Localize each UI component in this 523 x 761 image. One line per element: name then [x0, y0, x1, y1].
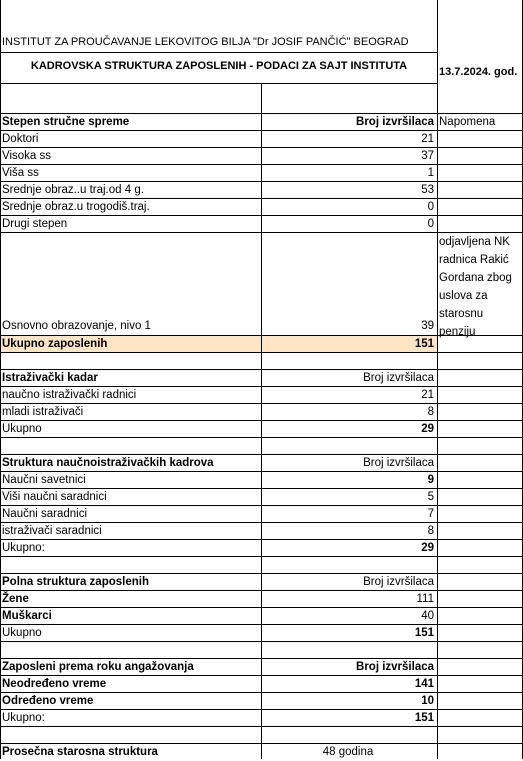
- note-header: Napomena: [439, 116, 496, 128]
- grid-line: [0, 83, 438, 84]
- table-row-label: Muškarci: [2, 610, 52, 622]
- table-row-value: 53: [421, 184, 434, 196]
- table-row-value: 21: [421, 133, 434, 145]
- table-row-label: Srednje obraz.u trogodiš.traj.: [2, 201, 150, 213]
- table-row-label: mladi istraživači: [2, 406, 84, 418]
- total-label: Ukupno:: [2, 712, 45, 724]
- engagement-heading: Zaposleni prema roku angažovanja: [2, 661, 194, 673]
- total-label: Ukupno zaposlenih: [2, 338, 108, 350]
- table-row-value: 0: [427, 218, 434, 230]
- table-row-value: 1: [427, 167, 434, 179]
- table-row-value: 8: [427, 406, 434, 418]
- gender-heading: Polna struktura zaposlenih: [2, 576, 149, 588]
- total-value: 151: [414, 338, 434, 350]
- report-date: 13.7.2024. god.: [439, 66, 518, 78]
- table-row-label: Naučni saradnici: [2, 508, 88, 520]
- table-row-label: Doktori: [2, 133, 39, 145]
- table-row-value: 39: [421, 320, 434, 332]
- table-row-label: Visoka ss: [2, 150, 52, 162]
- total-label: Ukupno: [2, 423, 42, 435]
- table-row-value: 141: [414, 678, 434, 690]
- average-age-value: 48 godina: [322, 746, 374, 758]
- table-row-value: 37: [421, 150, 434, 162]
- table-row-label: Naučni savetnici: [2, 474, 86, 486]
- grid-line: [0, 52, 438, 53]
- institute-name: INSTITUT ZA PROUČAVANJE LEKOVITOG BILJA "Dr JOSIF PANČIĆ" BEOGRAD: [2, 36, 409, 48]
- table-row-value: 40: [421, 610, 434, 622]
- gender-count-header: Broj izvršilaca: [363, 576, 434, 588]
- table-row-label: Viša ss: [2, 167, 39, 179]
- education-count-header: Broj izvršilaca: [356, 116, 434, 128]
- research-heading: Istraživački kadar: [2, 372, 98, 384]
- total-label: Ukupno:: [2, 542, 45, 554]
- total-value: 151: [414, 627, 434, 639]
- engagement-count-header: Broj izvršilaca: [356, 661, 434, 673]
- table-row-label: naučno istraživački radnici: [2, 389, 137, 401]
- education-heading: Stepen stručne spreme: [2, 116, 130, 128]
- report-title: KADROVSKA STRUKTURA ZAPOSLENIH - PODACI ZA SAJT INSTITUTA: [30, 60, 408, 72]
- table-row-value: 10: [421, 695, 434, 707]
- table-row-value: 111: [416, 593, 434, 605]
- table-row-value: 8: [427, 525, 434, 537]
- table-row-value: 0: [427, 201, 434, 213]
- table-row-value: 7: [427, 508, 434, 520]
- table-row-label: Viši naučni saradnici: [2, 491, 107, 503]
- table-row-label: istraživači saradnici: [2, 525, 102, 537]
- structure-heading: Struktura naučnoistraživačkih kadrova: [2, 457, 214, 469]
- table-row-label: Žene: [2, 593, 29, 605]
- average-age-label: Prosečna starosna struktura: [2, 746, 158, 758]
- table-row-value: 21: [421, 389, 434, 401]
- total-value: 29: [421, 423, 434, 435]
- table-row-value: 9: [427, 474, 434, 486]
- table-row-value: 5: [427, 491, 434, 503]
- table-row-label: Drugi stepen: [2, 218, 68, 230]
- note-text: odjavljena NK radnica Rakić Gordana zbog uslova za starosnu penziju: [439, 236, 512, 338]
- total-value: 29: [421, 542, 434, 554]
- table-row-label: Određeno vreme: [2, 695, 94, 707]
- structure-count-header: Broj izvršilaca: [363, 457, 434, 469]
- research-count-header: Broj izvršilaca: [363, 372, 434, 384]
- table-row-label: Neodređeno vreme: [2, 678, 107, 690]
- table-row-label: Srednje obraz..u traj.od 4 g.: [2, 184, 144, 196]
- total-label: Ukupno: [2, 627, 42, 639]
- table-row-label: Osnovno obrazovanje, nivo 1: [2, 320, 151, 332]
- total-value: 151: [414, 712, 434, 724]
